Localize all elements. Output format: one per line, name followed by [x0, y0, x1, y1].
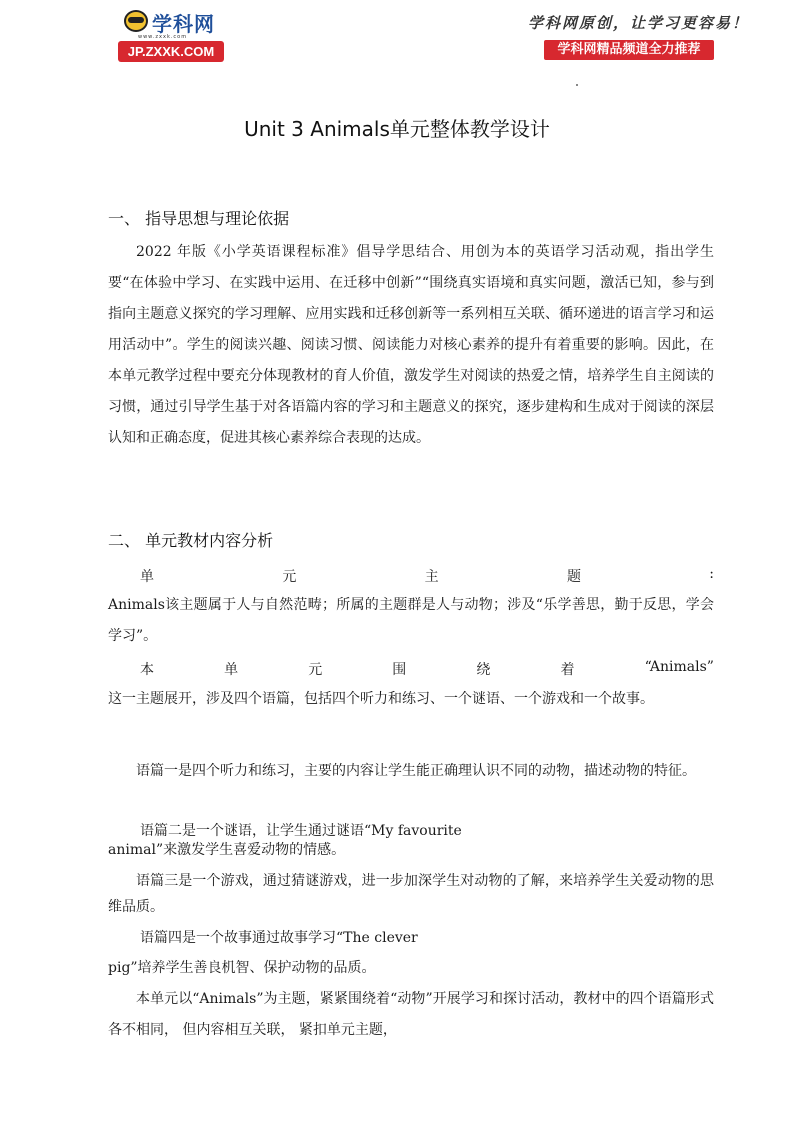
unit-char: 单: [224, 662, 239, 678]
owl-mascot-icon: [124, 10, 148, 32]
summary-paragraph: 本单元以“Animals”为主题，紧紧围绕着“动物”开展学习和探讨活动，教材中的四个语篇形式各不相同， 但内容相互关联， 紧扣单元主题，: [108, 991, 714, 1038]
theme-char: :: [709, 566, 714, 582]
text-4-line-2: pig”培养学生善良机智、保护动物的品质。: [108, 960, 376, 976]
theme-char: 主: [424, 569, 439, 585]
logo-domain: JP.ZXXK.COM: [118, 41, 224, 62]
unit-char: 元: [308, 662, 323, 678]
zxxk-logo: [118, 10, 226, 62]
theme-char: 元: [282, 569, 297, 585]
theme-description: Animals该主题属于人与自然范畴；所属的主题群是人与动物；涉及“乐学善思，勤于反思，学会学习”。: [108, 597, 714, 644]
text-3-description: 语篇三是一个游戏，通过猜谜游戏，进一步加深学生对动物的了解，来培养学生关爱动物的思维品质。: [108, 873, 714, 915]
text-4-line-1: 语篇四是一个故事通过故事学习“The clever: [140, 930, 418, 946]
section-2-heading: 二、 单元教材内容分析: [108, 531, 274, 550]
unit-char: “Animals”: [644, 659, 714, 675]
unit-description: 这一主题展开，涉及四个语篇，包括四个听力和练习、一个谜语、一个游戏和一个故事。: [108, 691, 654, 707]
text-2-line-1: 语篇二是一个谜语，让学生通过谜语“My favourite: [140, 823, 462, 839]
text-2-line-2: animal”来激发学生喜爱动物的情感。: [108, 842, 346, 858]
slogan: 学科网原创，让学习更容易！: [528, 14, 750, 32]
section-1-heading: 一、 指导思想与理论依据: [108, 209, 290, 228]
page-header: [0, 0, 794, 70]
page-title: Unit 3 Animals单元整体教学设计: [244, 117, 550, 141]
text-1-description: 语篇一是四个听力和练习，主要的内容让学生能正确理认识不同的动物，描述动物的特征。: [136, 763, 696, 779]
section-1-paragraph: 2022 年版《小学英语课程标准》倡导学思结合、用创为本的英语学习活动观，指出学生要“在体验中学习、在实践中运用、在迁移中创新”“围绕真实语境和真实问题，激活已知，参与到指向主题意义探究的学习理解、应用实践和迁移创新等一系列相互关联、循环递进的语言学习和运用活动中”。学生的阅读兴趣、阅读习惯、阅读能力对核心素养的提升有着重要的影响。因此，在本单元教学过程中要充分体现教材的育人价值，激发学生对阅读的热爱之情，培养学生自主阅读的习惯，通过引导学生基于对各语篇内容的学习和主题意义的探究，逐步建构和生成对于阅读的深层认知和正确态度，促进其核心素养综合表现的达成。: [108, 244, 714, 446]
unit-char: 绕: [476, 662, 491, 678]
logo-name: 学科网: [152, 12, 215, 36]
theme-char: 单: [140, 569, 154, 585]
stray-dot: [576, 84, 578, 86]
unit-spread-line: [108, 659, 714, 679]
unit-char: 本: [140, 662, 154, 678]
theme-spread-line: [108, 566, 714, 586]
recommend-banner: 学科网精品频道全力推荐: [544, 40, 714, 60]
theme-char: 题: [566, 569, 581, 585]
logo-url-small: www.zxxk.com: [138, 34, 188, 40]
unit-char: 着: [560, 662, 575, 678]
unit-char: 围: [392, 662, 407, 678]
